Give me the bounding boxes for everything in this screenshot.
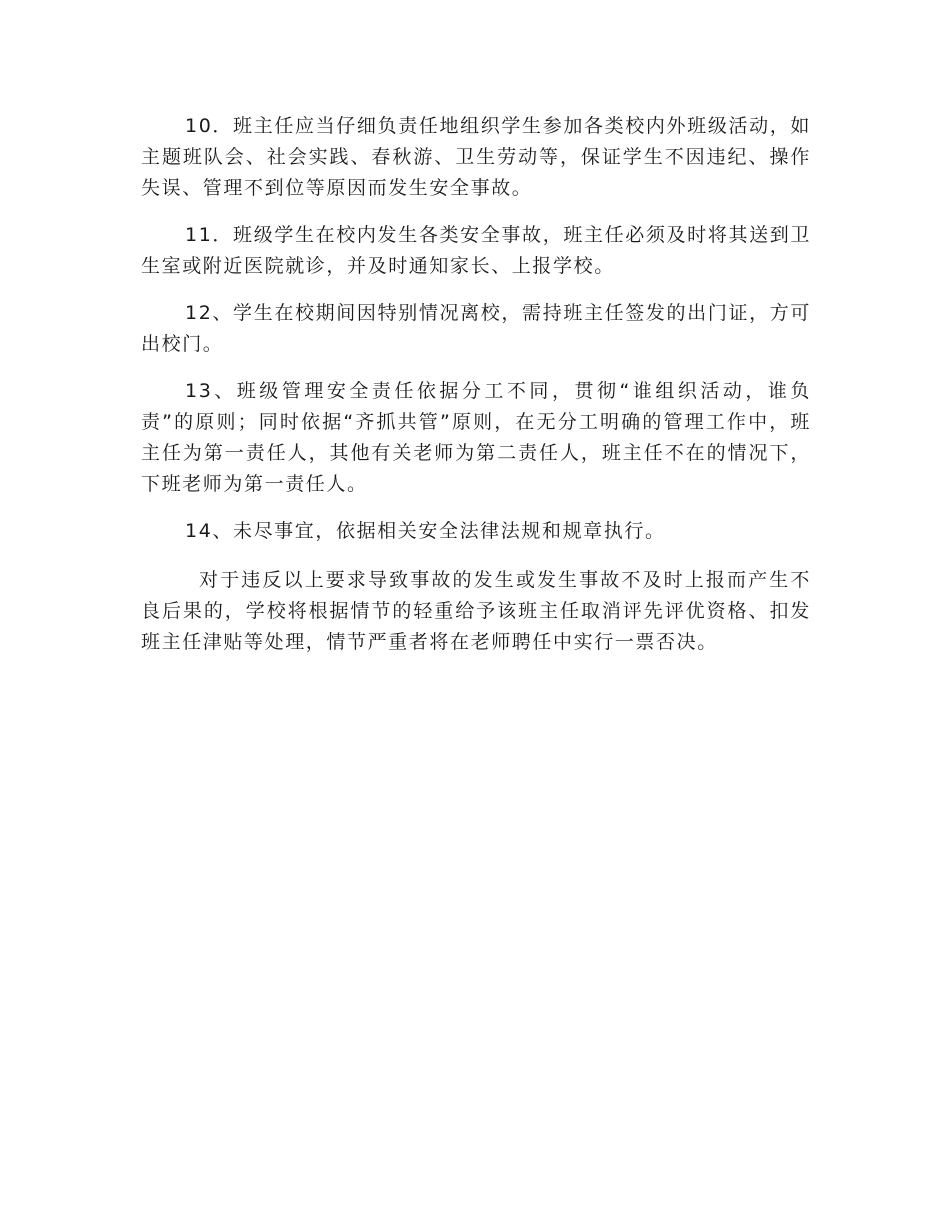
paragraph-item-13: 13、班级管理安全责任依据分工不同，贯彻“谁组织活动，谁负责”的原则；同时依据“齐抓共管”原则，在无分工明确的管理工作中，班主任为第一责任人，其他有关老师为第二责任人，班主任不在的情况下，下班老师为第一责任人。 — [141, 380, 811, 495]
paragraph-item-11: 11．班级学生在校内发生各类安全事故，班主任必须及时将其送到卫生室或附近医院就诊，并及时通知家长、上报学校。 — [141, 224, 811, 277]
closing-paragraph: 对于违反以上要求导致事故的发生或发生事故不及时上报而产生不良后果的，学校将根据情节的轻重给予该班主任取消评先评优资格、扣发班主任津贴等处理，情节严重者将在老师聘任中实行一票否决。 — [141, 569, 811, 653]
paragraph-item-14: 14、未尽事宜，依据相关安全法律法规和规章执行。 — [185, 520, 666, 542]
document-body — [141, 111, 811, 674]
paragraph-item-10: 10．班主任应当仔细负责任地组织学生参加各类校内外班级活动，如主题班队会、社会实践、春秋游、卫生劳动等，保证学生不因违纪、操作失误、管理不到位等原因而发生安全事故。 — [141, 115, 811, 199]
paragraph-item-12: 12、学生在校期间因特别情况离校，需持班主任签发的出门证，方可出校门。 — [141, 302, 811, 355]
